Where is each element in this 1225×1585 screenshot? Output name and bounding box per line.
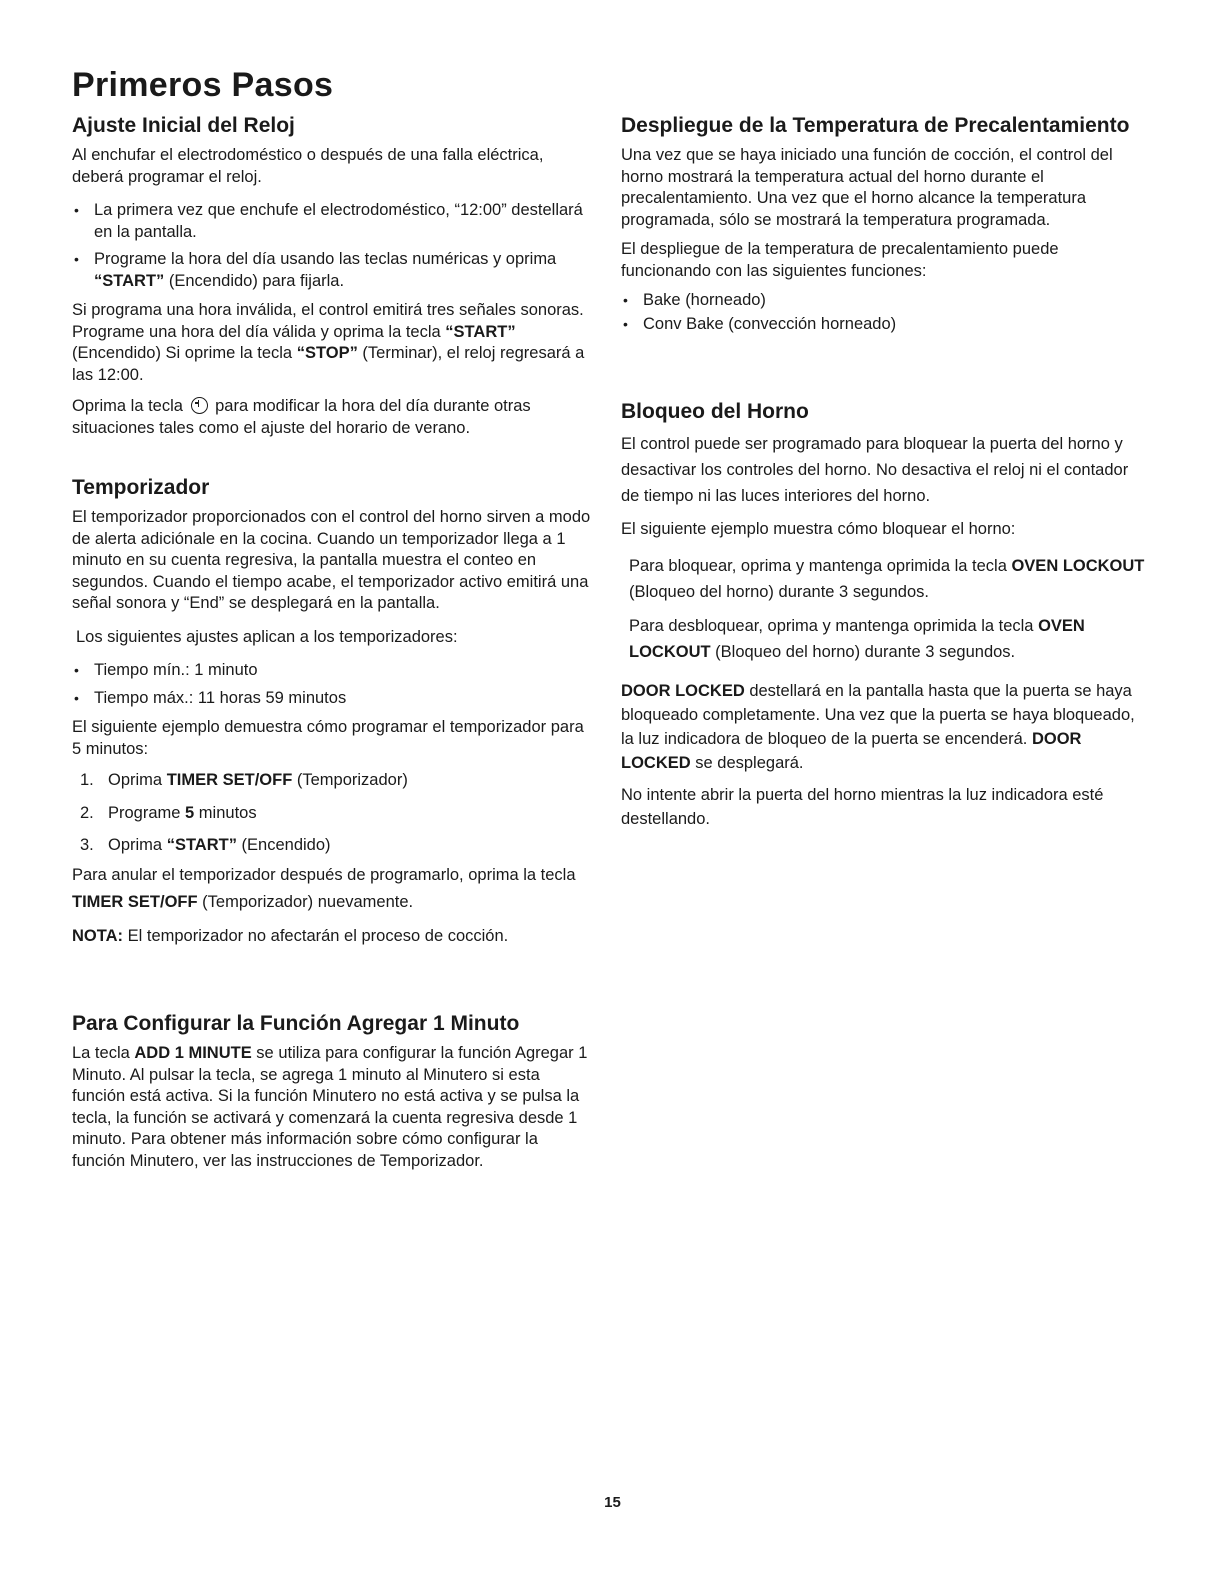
timer-settings-intro: Los siguientes ajustes aplican a los temporizadores: — [76, 627, 458, 646]
timer-min: • Tiempo mín.: 1 minuto — [72, 660, 592, 682]
timer-example-intro: El siguiente ejemplo demuestra cómo programar el temporizador para 5 minutos: — [72, 718, 584, 758]
clock-bullet-2: • Programe la hora del día usando las teclas numéricas y oprima “START” (Encendido) para fijarla. — [72, 249, 592, 292]
timer-max: • Tiempo máx.: 11 horas 59 minutos — [72, 688, 592, 710]
timer-note: NOTA: El temporizador no afectarán el proceso de cocción. — [72, 926, 509, 945]
preheat-functions-intro: El despliegue de la temperatura de precalentamiento puede funcionando con las siguientes funciones: — [621, 240, 1059, 280]
lockout-example: El siguiente ejemplo muestra cómo bloquear el horno: — [621, 520, 1016, 538]
timer-heading: Temporizador — [72, 476, 210, 499]
add-minute-heading: Para Configurar la Función Agregar 1 Minuto — [72, 1012, 520, 1035]
clock-intro: Al enchufar el electrodoméstico o después de una falla eléctrica, deberá programar el reloj. — [72, 146, 544, 186]
preheat-functions-list — [621, 290, 1151, 335]
timer-cancel: Para anular el temporizador después de programarlo, oprima la tecla TIMER SET/OFF (Temporizador) nuevamente. — [72, 865, 576, 911]
timer-step-2: 2. Programe 5 minutos — [80, 803, 257, 822]
timer-intro: El temporizador proporcionados con el control del horno sirven a modo de alerta adiciónale en la cocina. Cuando un temporizador llega a 1 minuto en su cuenta regresiva, la pantalla muestra el conteo en segundos. Cuando el tiempo acabe, el temporizador activo emitirá una señal sonora y “End” se desplegará en la pantalla. — [72, 508, 591, 612]
add-minute-text: La tecla ADD 1 MINUTE se utiliza para configurar la función Agregar 1 Minuto. Al pulsar la tecla, se agrega 1 minuto al Minutero si esta función está activa. Si la función Minutero no está activa y se pulsa la tecla, la función se activará y comenzará la cuenta regresiva desde 1 minuto. Para obtener más información sobre cómo configurar la función Minutero, ver las instrucciones de Temporizador. — [72, 1044, 588, 1170]
clock-icon — [191, 397, 208, 414]
preheat-section — [621, 112, 1151, 343]
clock-section — [72, 112, 592, 447]
preheat-heading: Despliegue de la Temperatura de Precalentamiento — [621, 114, 1130, 137]
preheat-bake: • Bake (horneado) — [621, 290, 1151, 312]
lockout-warning: No intente abrir la puerta del horno mientras la luz indicadora esté destellando. — [621, 785, 1104, 828]
page-title: Primeros Pasos — [72, 66, 334, 104]
preheat-conv-bake: • Conv Bake (convección horneado) — [621, 314, 1151, 336]
timer-step-3: 3. Oprima “START” (Encendido) — [80, 836, 331, 854]
timer-step-1: 1. Oprima TIMER SET/OFF (Temporizador) — [80, 771, 408, 789]
clock-bullet-1: • La primera vez que enchufe el electrodoméstico, “12:00” destellará en la pantalla. — [72, 200, 592, 243]
lockout-section — [621, 398, 1151, 839]
timer-steps — [72, 770, 592, 857]
lockout-door-locked: DOOR LOCKED destellará en la pantalla hasta que la puerta se haya bloqueado completamente. Una vez que la puerta se haya bloqueado, la luz indicadora de bloqueo de la puerta se encenderá. DOOR LOCKED se desplegará. — [621, 681, 1135, 772]
preheat-intro: Una vez que se haya iniciado una función de cocción, el control del horno mostrará la temperatura actual del horno durante el precalentamiento. Una vez que el horno alcance la temperatura programada, sólo se mostrará la temperatura programada. — [621, 146, 1113, 229]
timer-settings-list — [72, 660, 592, 709]
clock-modify-paragraph: Oprima la tecla para modificar la hora del día durante otras situaciones tales como el ajuste del horario de verano. — [72, 397, 531, 437]
clock-heading: Ajuste Inicial del Reloj — [72, 114, 295, 137]
page-number: 15 — [604, 1494, 621, 1511]
timer-section — [72, 474, 592, 955]
lockout-lock: Para bloquear, oprima y mantenga oprimida la tecla OVEN LOCKOUT (Bloqueo del horno) durante 3 segundos. — [629, 556, 1145, 601]
lockout-intro: El control puede ser programado para bloquear la puerta del horno y desactivar los controles del horno. No desactiva el reloj ni el contador de tiempo ni las luces interiores del horno. — [621, 435, 1129, 505]
lockout-unlock: Para desbloquear, oprima y mantenga oprimida la tecla OVEN LOCKOUT (Bloqueo del horno) durante 3 segundos. — [629, 616, 1085, 661]
clock-invalid-paragraph: Si programa una hora inválida, el control emitirá tres señales sonoras. Programe una hora del día válida y oprima la tecla “START” (Encendido) Si oprime la tecla “STOP” (Terminar), el reloj regresará a las 12:00. — [72, 301, 585, 384]
add-minute-section — [72, 1010, 592, 1180]
lockout-heading: Bloqueo del Horno — [621, 400, 809, 423]
clock-bullets — [72, 200, 592, 292]
